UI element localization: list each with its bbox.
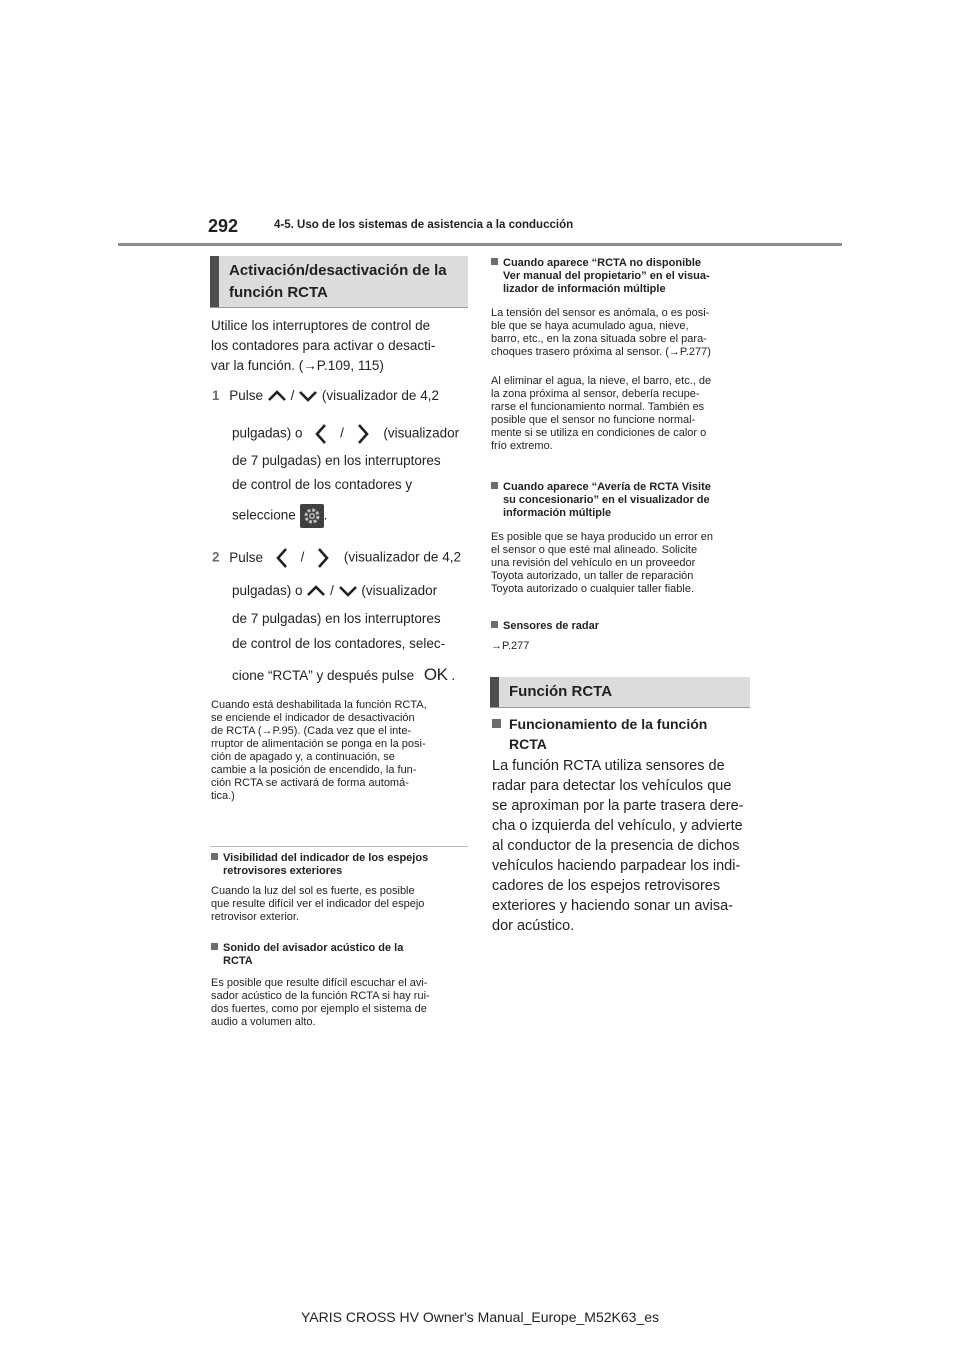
text-line: exteriores y haciendo sonar un avisa- [492, 898, 733, 914]
text-line: ble que se haya acumulado agua, nieve, [491, 320, 689, 332]
text-line: La función RCTA utiliza sensores de [492, 758, 725, 774]
chevron-up-icon [306, 585, 326, 597]
text-line: Utilice los interruptores de control de [211, 318, 431, 333]
text-line: retrovisor exterior. [211, 911, 300, 923]
section-rule [210, 307, 468, 308]
text: Funcionamiento de la función [509, 716, 708, 732]
text: / [290, 388, 295, 403]
header-rule [118, 243, 842, 246]
text: Pulse [229, 388, 264, 403]
section-heading-rcta-function: Función RCTA [490, 677, 750, 708]
text-line: una revisión del vehículo en un proveedor [491, 557, 696, 569]
page-reference: →P.277 [491, 640, 530, 652]
subheading-mirror-indicator [211, 852, 473, 878]
step-1-line-5 [232, 504, 327, 528]
bullet-square-icon [491, 482, 498, 489]
text-line: sador acústico de la función RCTA si hay rui- [211, 990, 430, 1002]
paragraph [211, 885, 473, 924]
text: pulgadas) o [232, 583, 303, 598]
text: Cuando aparece “Avería de RCTA Visite [503, 481, 711, 493]
chevron-right-icon [356, 423, 370, 445]
divider [210, 846, 468, 847]
text-line: el sensor o que esté mal alineado. Solicite [491, 544, 698, 556]
text-line: Cuando está deshabilitada la función RCTA, [211, 699, 427, 711]
text-line: retrovisores exteriores [223, 865, 343, 877]
chevron-up-icon [267, 390, 287, 402]
text-line: cha o izquierda del vehículo, y advierte [492, 818, 743, 834]
text-line: dor acústico. [492, 918, 575, 934]
footer-manual-id: YARIS CROSS HV Owner's Manual_Europe_M52K63_es [300, 1309, 660, 1325]
text-line: tica.) [211, 790, 235, 802]
chapter-title: 4-5. Uso de los sistemas de asistencia a la conducción [274, 219, 574, 231]
ok-button-symbol: OK [423, 665, 448, 684]
text-line: RCTA [223, 955, 253, 967]
text: / [330, 583, 334, 598]
section-rule [490, 707, 750, 708]
bullet-square-icon [491, 621, 498, 628]
step-2-line-1 [212, 547, 461, 569]
page-number: 292 [208, 216, 239, 236]
text-line: lizador de información múltiple [503, 283, 666, 295]
chevron-down-icon [298, 390, 318, 402]
text: Pulse [229, 549, 264, 565]
step-2-line-3: de 7 pulgadas) en los interruptores [232, 611, 441, 626]
text-line: información múltiple [503, 507, 612, 519]
text-line: Al eliminar el agua, la nieve, el barro, etc., de [491, 375, 712, 387]
step-2-line-4: de control de los contadores, selec- [232, 636, 446, 651]
paragraph [492, 756, 754, 936]
text-line: barro, etc., en la zona situada sobre el para- [491, 333, 707, 345]
text: . [323, 507, 328, 523]
text: (visualizador de 4,2 [343, 549, 461, 565]
subheading-rcta-malfunction [491, 481, 753, 520]
bullet-square-icon [491, 258, 498, 265]
chevron-down-icon [338, 585, 358, 597]
text-line: Es posible que resulte difícil escuchar el avi- [211, 977, 428, 989]
text: Visibilidad del indicador de los espejos [223, 852, 429, 864]
text-line: que resulte difícil ver el indicador del espejo [211, 898, 425, 910]
text-line: RCTA [509, 736, 547, 752]
paragraph [491, 375, 753, 453]
text-line: radar para detectar los vehículos que [492, 778, 732, 794]
step-2-line-5 [232, 666, 455, 685]
text-line: posible que el sensor no funcione normal- [491, 414, 696, 426]
text-line: Toyota autorizado, un taller de reparación [491, 570, 694, 582]
text-line: su concesionario” en el visualizador de [503, 494, 710, 506]
bullet-square-icon [211, 853, 218, 860]
text: / [300, 549, 305, 565]
text-line: mente si se utiliza en condiciones de calor o [491, 427, 707, 439]
text-line: cadores de los espejos retrovisores [492, 878, 721, 894]
text-line: frío extremo. [491, 440, 553, 452]
text-line: var la función. (→P.109, 115) [211, 358, 384, 373]
text: (visualizador [383, 425, 460, 441]
text-line: la zona próxima al sensor, debería recupe- [491, 388, 700, 400]
subheading-radar-sensors [491, 620, 753, 633]
text-line: rarse el funcionamiento normal. También es [491, 401, 705, 413]
paragraph [491, 531, 753, 596]
step-number: 1 [212, 388, 220, 403]
text-line: Toyota autorizado o cualquier taller fiable. [491, 583, 695, 595]
text-line: al conductor de la presencia de dichos [492, 838, 740, 854]
paragraph [491, 307, 753, 359]
text-line: ción de apagado y, a continuación, se [211, 751, 395, 763]
text-line: rruptor de alimentación se ponga en la posi- [211, 738, 426, 750]
note-paragraph [211, 699, 471, 803]
step-2-line-2 [232, 582, 437, 600]
text-line: los contadores para activar o desacti- [211, 338, 436, 353]
text-line: dos fuertes, como por ejemplo el sistema de [211, 1003, 427, 1015]
text-line: se enciende el indicador de desactivación [211, 712, 415, 724]
text: Sensores de radar [503, 620, 599, 632]
text: / [340, 425, 344, 441]
text: pulgadas) o [232, 425, 303, 441]
bullet-square-icon [492, 719, 501, 728]
text-line: ción RCTA se activará de forma automá- [211, 777, 409, 789]
bullet-square-icon [211, 943, 218, 950]
chevron-left-icon [314, 423, 328, 445]
step-1-line-4: de control de los contadores y [232, 477, 413, 492]
text-line: Ver manual del propietario” en el visua- [503, 270, 710, 282]
subheading-buzzer [211, 942, 473, 968]
text: Sonido del avisador acústico de la [223, 942, 404, 954]
text-line: Cuando la luz del sol es fuerte, es posible [211, 885, 415, 897]
step-1-line-2 [232, 423, 459, 445]
text-line: se aproximan por la parte trasera dere- [492, 798, 744, 814]
settings-gear-icon [300, 504, 324, 528]
text: (visualizador [361, 583, 438, 598]
step-1-line-1 [212, 387, 439, 405]
text: cione “RCTA” y después pulse [232, 668, 415, 683]
text-line: audio a volumen alto. [211, 1016, 316, 1028]
text: Cuando aparece “RCTA no disponible [503, 257, 702, 269]
text-line: La tensión del sensor es anómala, o es posi- [491, 307, 710, 319]
step-number: 2 [212, 549, 220, 565]
text-line: cambie a la posición de encendido, la fun- [211, 764, 417, 776]
text: seleccione [232, 507, 296, 523]
section-heading-activation: Activación/desactivación de la función RCTA [210, 256, 468, 308]
text-line: choques trasero próxima al sensor. (→P.277) [491, 346, 711, 358]
text-line: Es posible que se haya producido un error en [491, 531, 713, 543]
text-line: de RCTA (→P.95). (Cada vez que el inte- [211, 725, 412, 737]
text: . [451, 668, 456, 683]
step-1-line-3: de 7 pulgadas) en los interruptores [232, 453, 441, 468]
chevron-right-icon [316, 547, 330, 569]
text-line: vehículos haciendo parpadear los indi- [492, 858, 741, 874]
chevron-left-icon [275, 547, 289, 569]
subheading-rcta-unavailable [491, 257, 753, 296]
subheading-rcta-operation [492, 714, 754, 754]
intro-paragraph [211, 316, 469, 376]
paragraph [211, 977, 473, 1029]
text: (visualizador de 4,2 [321, 388, 439, 403]
